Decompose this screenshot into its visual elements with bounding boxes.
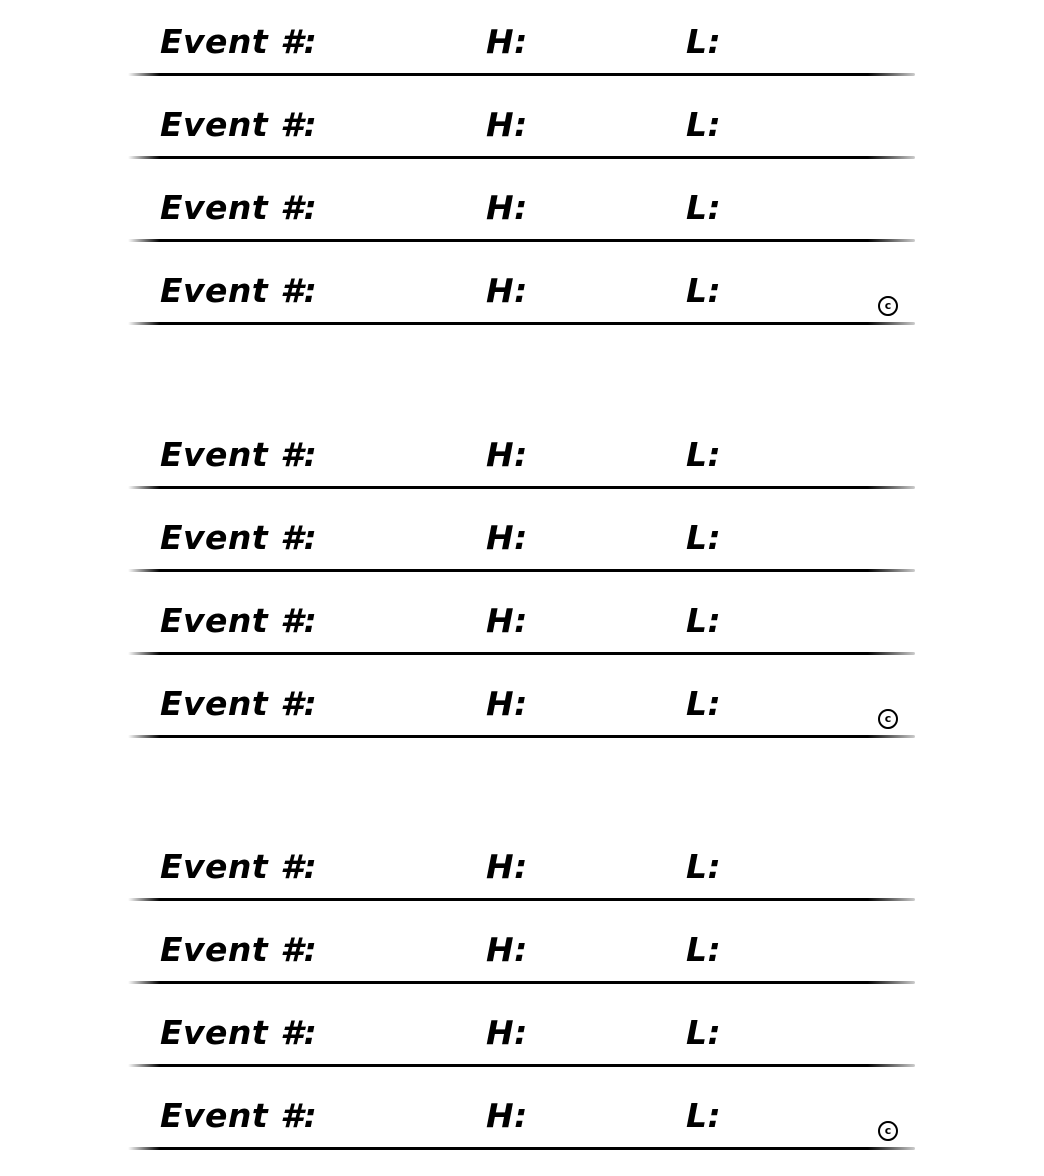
event-number-label: Event #: [160, 1013, 318, 1052]
event-group-3 [0, 825, 1044, 1157]
event-number-label: Event #: [160, 271, 318, 310]
write-in-line [128, 735, 915, 738]
event-number-label: Event #: [160, 684, 318, 723]
low-label: L: [686, 601, 722, 640]
event-group-2 [0, 413, 1044, 745]
event-row [0, 991, 1044, 1074]
high-label: H: [486, 930, 528, 969]
write-in-line [128, 652, 915, 655]
event-number-label: Event #: [160, 930, 318, 969]
event-row [0, 825, 1044, 908]
event-row [0, 908, 1044, 991]
write-in-line [128, 569, 915, 572]
low-label: L: [686, 435, 722, 474]
high-label: H: [486, 1013, 528, 1052]
write-in-line [128, 73, 915, 76]
copyright-icon: c [878, 296, 898, 316]
high-label: H: [486, 601, 528, 640]
event-number-label: Event #: [160, 435, 318, 474]
high-label: H: [486, 22, 528, 61]
event-number-label: Event #: [160, 847, 318, 886]
high-label: H: [486, 847, 528, 886]
event-group-1 [0, 0, 1044, 332]
write-in-line [128, 1147, 915, 1150]
event-row [0, 413, 1044, 496]
write-in-line [128, 1064, 915, 1067]
event-row [0, 0, 1044, 83]
event-number-label: Event #: [160, 188, 318, 227]
high-label: H: [486, 518, 528, 557]
low-label: L: [686, 105, 722, 144]
write-in-line [128, 898, 915, 901]
event-number-label: Event #: [160, 518, 318, 557]
write-in-line [128, 486, 915, 489]
event-row [0, 496, 1044, 579]
event-row [0, 662, 1044, 745]
copyright-icon: c [878, 1121, 898, 1141]
event-number-label: Event #: [160, 1096, 318, 1135]
low-label: L: [686, 1096, 722, 1135]
low-label: L: [686, 1013, 722, 1052]
event-row [0, 166, 1044, 249]
low-label: L: [686, 271, 722, 310]
event-number-label: Event #: [160, 22, 318, 61]
event-row [0, 83, 1044, 166]
low-label: L: [686, 22, 722, 61]
event-row [0, 579, 1044, 662]
high-label: H: [486, 105, 528, 144]
high-label: H: [486, 188, 528, 227]
write-in-line [128, 156, 915, 159]
low-label: L: [686, 847, 722, 886]
high-label: H: [486, 684, 528, 723]
low-label: L: [686, 684, 722, 723]
low-label: L: [686, 518, 722, 557]
write-in-line [128, 322, 915, 325]
high-label: H: [486, 435, 528, 474]
high-label: H: [486, 271, 528, 310]
event-row [0, 1074, 1044, 1157]
write-in-line [128, 239, 915, 242]
write-in-line [128, 981, 915, 984]
high-label: H: [486, 1096, 528, 1135]
event-number-label: Event #: [160, 105, 318, 144]
low-label: L: [686, 188, 722, 227]
event-row [0, 249, 1044, 332]
event-number-label: Event #: [160, 601, 318, 640]
low-label: L: [686, 930, 722, 969]
copyright-icon: c [878, 709, 898, 729]
